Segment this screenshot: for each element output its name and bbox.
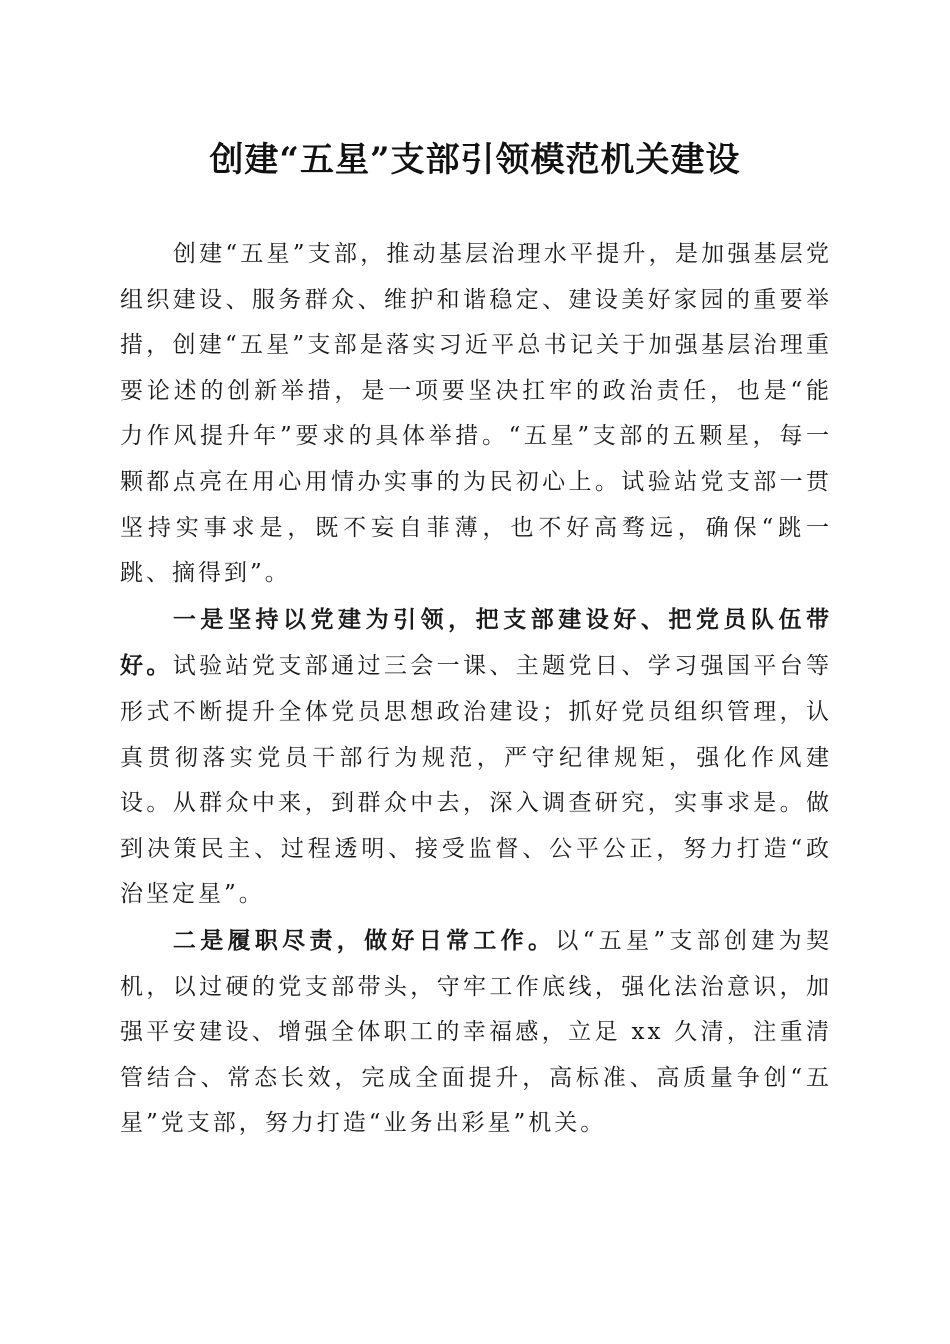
paragraph-intro-text: 创建“五星”支部，推动基层治理水平提升，是加强基层党组织建设、服务群众、维护和谐稳定、建设美好家园的重要举措，创建“五星”支部是落实习近平总书记关于加强基层治理重要论述的创新举措，是一项要坚决扛牢的政治责任，也是“能力作风提升年”要求的具体举措。“五星”支部的五颗星，每一颗都点亮在用心用情办实事的为民初心上。试验站党支部一贯坚持实事求是，既不妄自菲薄，也不好高骛远，确保“跳一跳、摘得到”。 (120, 241, 832, 587)
paragraph-point-one-text: 试验站党支部通过三会一课、主题党日、学习强国平台等形式不断提升全体党员思想政治建设；抓好党员组织管理，认真贯彻落实党员干部行为规范，严守纪律规矩，强化作风建设。从群众中来，到群众中去，深入调查研究，实事求是。做到决策民主、过程透明、接受监督、公平公正，努力打造“政治坚定星”。 (120, 653, 833, 908)
paragraph-point-two-lead: 二是履职尽责，做好日常工作。 (172, 926, 556, 954)
paragraph-intro (120, 232, 832, 597)
paragraph-point-two-text: 以“五星”支部创建为契机，以过硬的党支部带头，守牢工作底线，强化法治意识，加强平安建设、增强全体职工的幸福感，立足 xx 久清，注重清管结合、常态长效，完成全面提升，高标准、高质量争创“五星”党支部，努力打造“业务出彩星”机关。 (120, 927, 832, 1137)
document-title: 创建“五星”支部引领模范机关建设 (209, 140, 741, 180)
paragraph-point-one-lead: 一是坚持以党建为引领，把支部建设好、把党员队伍带好。 (120, 605, 832, 680)
document-body (120, 232, 832, 1147)
paragraph-point-two (120, 918, 832, 1147)
paragraph-point-one (120, 597, 832, 918)
